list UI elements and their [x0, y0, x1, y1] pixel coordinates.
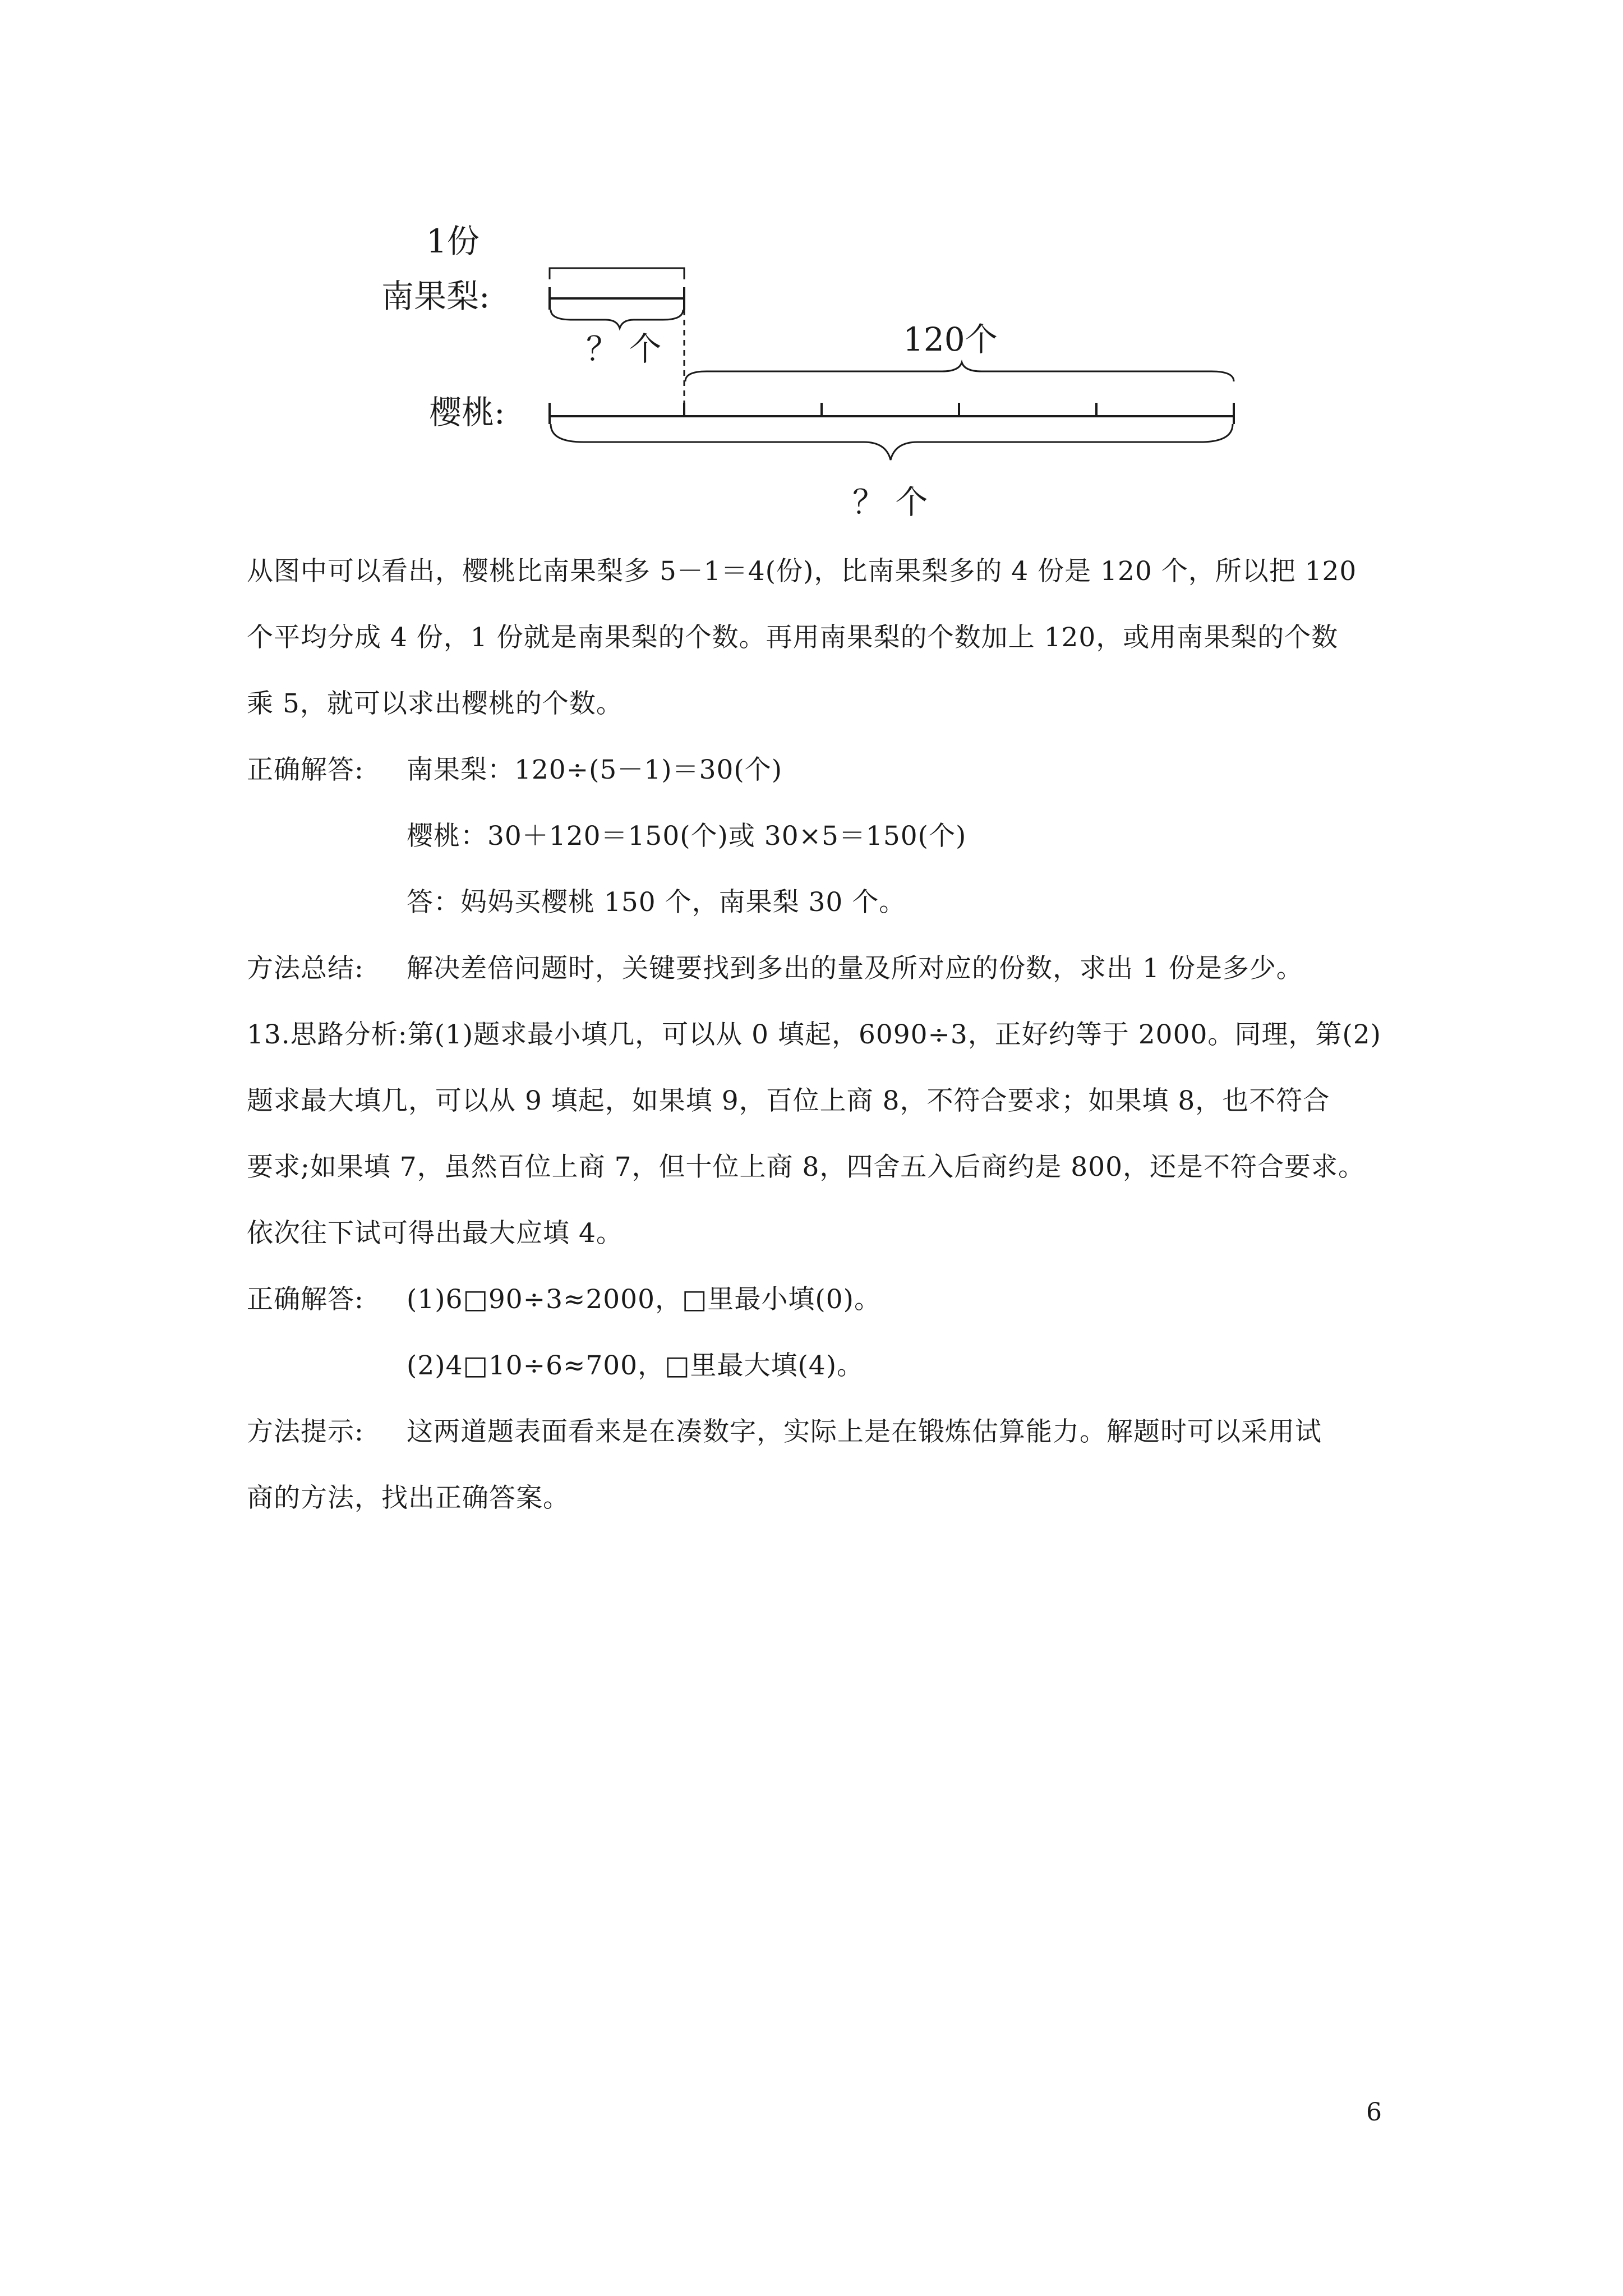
q-total-label: ？ 个	[852, 483, 928, 521]
q13-line: 依次往下试可得出最大应填 4。	[247, 1218, 623, 1249]
answer1-line: 答：妈妈买樱桃 150 个，南果梨 30 个。	[407, 887, 906, 918]
method2-line: 这两道题表面看来是在凑数字，实际上是在锻炼估算能力。解题时可以采用试	[407, 1416, 1322, 1447]
q13-line: 要求;如果填 7，虽然百位上商 7，但十位上商 8，四舍五入后商约是 800，还是不符合要求。	[247, 1152, 1366, 1182]
answer2-label: 正确解答:	[247, 1284, 364, 1315]
count-120-label: 120个	[903, 320, 998, 358]
answer1-continuation	[247, 803, 1391, 869]
one-part-brace	[550, 268, 684, 279]
answer2-block	[247, 1267, 1391, 1333]
q-small-label: ？ 个	[586, 330, 662, 368]
paragraph-line: 个平均分成 4 份，1 份就是南果梨的个数。再用南果梨的个数加上 120，或用南果梨的个数	[247, 622, 1339, 653]
diagram-svg	[381, 213, 1267, 527]
one-part-label: 1份	[426, 222, 479, 260]
extra-parts-brace	[685, 362, 1234, 381]
answer1-continuation	[247, 869, 1391, 936]
yingtao-label: 樱桃:	[429, 393, 505, 431]
answer2-continuation	[247, 1333, 1391, 1399]
answer2-line: (1)6□90÷3≈2000，□里最小填(0)。	[407, 1284, 881, 1315]
method2-block	[247, 1399, 1391, 1465]
method2-continuation: 商的方法，找出正确答案。	[247, 1483, 570, 1513]
answer1-line: 樱桃：30＋120＝150(个)或 30×5＝150(个)	[407, 821, 967, 852]
method2-label: 方法提示:	[247, 1416, 364, 1447]
method1-label: 方法总结:	[247, 953, 364, 984]
answer1-block	[247, 737, 1391, 803]
paragraph-line: 乘 5，就可以求出樱桃的个数。	[247, 688, 623, 719]
segment-diagram	[381, 213, 1267, 527]
method1-block	[247, 936, 1391, 1002]
nanguoli-under-brace	[551, 310, 683, 328]
page-number: 6	[1366, 2098, 1382, 2127]
answer1-line: 南果梨：120÷(5－1)＝30(个)	[407, 754, 783, 785]
answer1-label: 正确解答:	[247, 754, 364, 785]
solution-text	[247, 539, 1391, 1537]
method1-text: 解决差倍问题时，关键要找到多出的量及所对应的份数，求出 1 份是多少。	[407, 953, 1303, 984]
q13-line: 13.思路分析:第(1)题求最小填几，可以从 0 填起，6090÷3，正好约等于 2000。同理，第(2)	[247, 1019, 1381, 1050]
q13-line: 题求最大填几，可以从 9 填起，如果填 9，百位上商 8，不符合要求；如果填 8，也不符合	[247, 1085, 1330, 1116]
yingtao-total-brace	[551, 424, 1233, 460]
paragraph-line: 从图中可以看出，樱桃比南果梨多 5－1＝4(份)，比南果梨多的 4 份是 120 个，所以把 120	[247, 556, 1357, 587]
nanguoli-label: 南果梨:	[381, 277, 490, 315]
answer2-line: (2)4□10÷6≈700，□里最大填(4)。	[407, 1350, 864, 1381]
